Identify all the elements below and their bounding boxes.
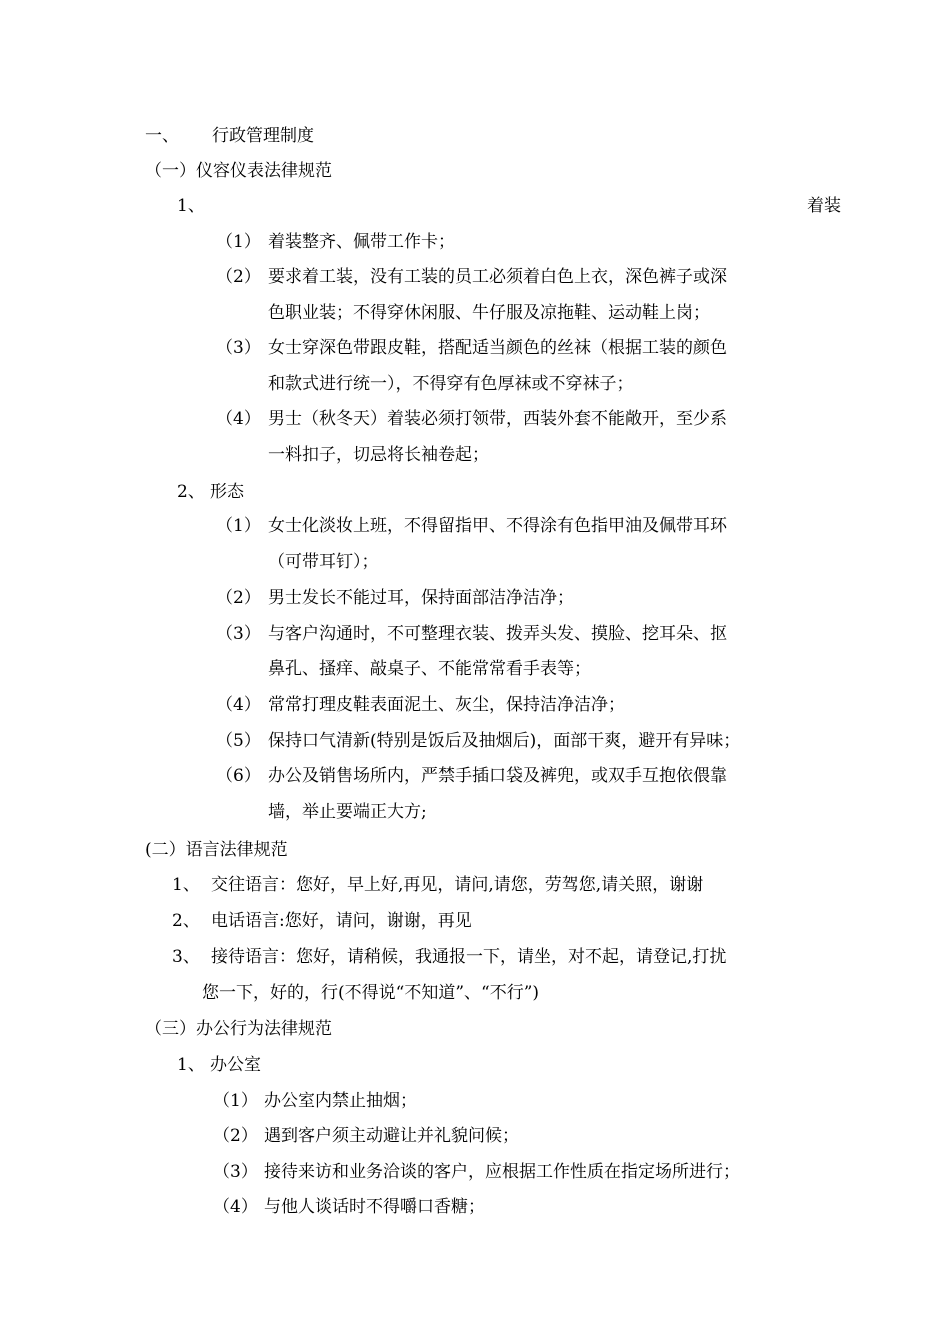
heading-number: 一、: [145, 126, 179, 146]
list-item-text: 办公及销售场所内，严禁手插口袋及裤兜，或双手互抱依偎靠: [268, 766, 727, 786]
list-item-number: （1）: [213, 1091, 258, 1111]
list-item-number: （2）: [216, 588, 261, 608]
list-item-text: 着装整齐、佩带工作卡；: [268, 232, 455, 252]
list-item-number: （4）: [216, 695, 261, 715]
list-item-text: 接待来访和业务洽谈的客户，应根据工作性质在指定场所进行；: [264, 1162, 740, 1182]
section-3-item-1-number: 1、: [177, 1055, 205, 1075]
list-item-number: （3）: [216, 624, 261, 644]
list-item-text-continued: 墙，举止要端正大方;: [268, 802, 427, 822]
section-3-title: （三）办公行为法律规范: [145, 1019, 332, 1039]
list-item-text: 要求着工装，没有工装的员工必须着白色上衣，深色裤子或深: [268, 267, 727, 287]
section-3-item-1-title: 办公室: [210, 1055, 261, 1075]
list-item-text: 女士穿深色带跟皮鞋，搭配适当颜色的丝袜（根据工装的颜色: [268, 338, 727, 358]
list-item-text: 电话语言:您好，请问，谢谢，再见: [211, 911, 472, 931]
list-item-number: 2、: [172, 911, 200, 931]
list-item-text-continued: 一料扣子，切忌将长袖卷起；: [268, 445, 489, 465]
list-item-text-continued: （可带耳钉）；: [268, 552, 379, 572]
list-item-text: 办公室内禁止抽烟；: [264, 1091, 417, 1111]
list-item-number: （4）: [216, 409, 261, 429]
list-item-number: （1）: [216, 232, 261, 252]
section-1-item-2-title: 形态: [210, 482, 244, 502]
section-2-title: (二）语言法律规范: [145, 840, 288, 860]
heading-title: 行政管理制度: [212, 126, 314, 146]
list-item-number: （3）: [213, 1162, 258, 1182]
list-item-text-continued: 色职业装；不得穿休闲服、牛仔服及凉拖鞋、运动鞋上岗；: [268, 303, 710, 323]
list-item-number: （3）: [216, 338, 261, 358]
list-item-number: （2）: [213, 1126, 258, 1146]
list-item-number: （6）: [216, 766, 261, 786]
list-item-text-continued: 您一下，好的，行(不得说“不知道”、“不行”): [202, 983, 540, 1003]
list-item-text: 交往语言：您好，早上好,再见，请问,请您，劳驾您,请关照，谢谢: [211, 875, 704, 895]
list-item-number: 3、: [172, 947, 200, 967]
section-1-item-1-number: 1、: [177, 196, 205, 216]
list-item-number: （5）: [216, 731, 261, 751]
list-item-text-continued: 鼻孔、搔痒、敲桌子、不能常常看手表等；: [268, 659, 591, 679]
list-item-text: 与客户沟通时，不可整理衣装、拨弄头发、摸脸、挖耳朵、抠: [268, 624, 727, 644]
list-item-number: 1、: [172, 875, 200, 895]
list-item-text: 男士发长不能过耳，保持面部洁净洁净；: [268, 588, 574, 608]
list-item-text: 与他人谈话时不得嚼口香糖；: [264, 1197, 485, 1217]
section-1-item-2-number: 2、: [177, 482, 205, 502]
list-item-text: 接待语言：您好，请稍候，我通报一下，请坐，对不起，请登记,打扰: [211, 947, 727, 967]
list-item-number: （2）: [216, 267, 261, 287]
list-item-number: （1）: [216, 516, 261, 536]
list-item-text-continued: 和款式进行统一），不得穿有色厚袜或不穿袜子；: [268, 374, 634, 394]
section-1-item-1-title: 着装: [807, 196, 841, 216]
list-item-text: 男士（秋冬天）着装必须打领带，西装外套不能敞开，至少系: [268, 409, 727, 429]
list-item-text: 保持口气清新(特别是饭后及抽烟后)，面部干爽，避开有异味；: [268, 731, 741, 751]
list-item-text: 女士化淡妆上班，不得留指甲、不得涂有色指甲油及佩带耳环: [268, 516, 727, 536]
list-item-text: 常常打理皮鞋表面泥土、灰尘，保持洁净洁净；: [268, 695, 625, 715]
list-item-text: 遇到客户须主动避让并礼貌问候；: [264, 1126, 519, 1146]
list-item-number: （4）: [213, 1197, 258, 1217]
section-1-title: （一）仪容仪表法律规范: [145, 161, 332, 181]
